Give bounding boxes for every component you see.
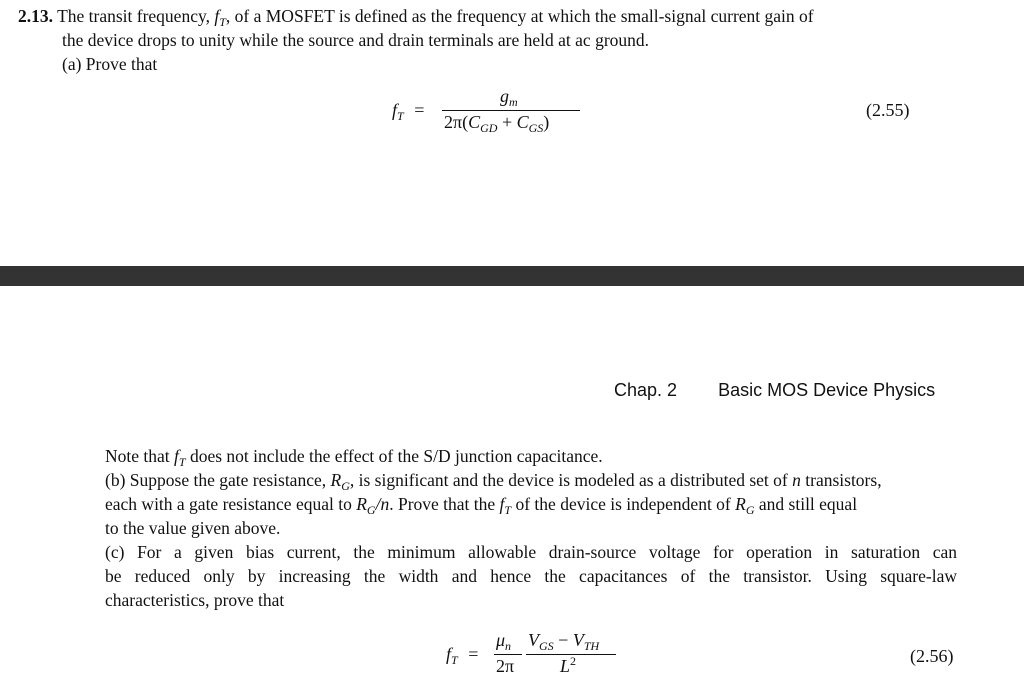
equation-number-2-56: (2.56) — [910, 646, 954, 666]
eq256-lhs — [446, 644, 478, 665]
equation-number-2-55: (2.55) — [866, 100, 910, 120]
eq256-vth-sub: TH — [583, 639, 600, 653]
eq255-den-c1-sub: GD — [480, 121, 498, 135]
eq256-equals: = — [468, 644, 479, 664]
fT-subscript: T — [219, 15, 226, 29]
b2-text-1: each with a gate resistance equal to — [105, 494, 352, 514]
part-b-line-1 — [105, 468, 882, 494]
b-n-symbol: n — [792, 470, 801, 490]
problem-line-2: the device drops to unity while the source and drain terminals are held at ac ground. — [62, 30, 650, 50]
eq256-L-sup: 2 — [570, 654, 577, 668]
eq256-vth-symbol: V — [572, 630, 584, 650]
eq256-lhs-sub: T — [451, 653, 458, 667]
equation-2-55 — [392, 86, 592, 136]
b-RG-symbol: R — [330, 470, 342, 490]
eq256-mu-symbol: μ — [496, 630, 506, 650]
b2-text-4: and still equal — [758, 494, 858, 514]
eq256-vgs-symbol: V — [528, 630, 539, 650]
problem-line-1 — [18, 4, 814, 30]
eq255-den-c2: C — [516, 112, 529, 132]
eq255-equals: = — [414, 100, 425, 120]
b2-RG2-symbol: R — [735, 494, 746, 514]
running-header — [614, 380, 935, 401]
b2-text-3: of the device is independent of — [515, 494, 731, 514]
eq255-numerator-symbol: g — [500, 86, 509, 106]
eq256-num1 — [496, 630, 511, 651]
header-title: Basic MOS Device Physics — [718, 380, 936, 400]
eq256-den1: 2π — [496, 656, 515, 676]
eq256-mu-sub: n — [505, 639, 512, 653]
eq256-den2 — [560, 656, 576, 677]
eq255-den-c1: C — [468, 112, 481, 132]
eq255-denominator — [444, 112, 549, 133]
eq256-L-symbol: L — [560, 656, 571, 676]
eq255-den-plus: + — [497, 112, 517, 132]
eq255-den-prefix: 2π( — [444, 112, 469, 132]
part-c-line-2: be reduced only by increasing the width and hence the capacitances of the transistor. Using square-law — [105, 566, 957, 586]
problem-intro-text-2: , of a MOSFET is defined as the frequency at which the small-signal current gain of — [225, 6, 814, 26]
eq256-fraction-bar-1 — [494, 654, 522, 655]
part-b-line-2 — [105, 492, 857, 518]
b-text-3: transistors, — [805, 470, 882, 490]
note-text-2: does not include the effect of the S/D junction capacitance. — [189, 446, 603, 466]
eq255-den-c2-sub: GS — [528, 121, 544, 135]
note-fT-sub: T — [178, 455, 186, 469]
b2-slash-n: /n — [375, 494, 390, 514]
eq255-lhs-sub: T — [397, 109, 404, 123]
b2-RG-sub: G — [366, 503, 376, 517]
part-b-line-3: to the value given above. — [105, 518, 281, 538]
b-text-2: , is significant and the device is modeled as a distributed set of — [349, 470, 788, 490]
note-line — [105, 444, 603, 470]
eq256-minus: − — [553, 630, 573, 650]
eq256-lhs-symbol: f — [446, 644, 452, 664]
page-divider — [0, 266, 1024, 286]
eq255-numerator — [500, 86, 518, 107]
problem-intro-text-1: The transit frequency, — [57, 6, 210, 26]
b-text-1: (b) Suppose the gate resistance, — [105, 470, 327, 490]
problem-number: 2.13. — [18, 6, 53, 26]
b-RG-sub: G — [341, 479, 350, 493]
note-fT-symbol: f — [174, 446, 179, 466]
b2-text-2: . Prove that the — [389, 494, 496, 514]
part-a-label: (a) Prove that — [62, 54, 158, 74]
eq255-den-suffix: ) — [543, 112, 550, 132]
fT-symbol: f — [214, 6, 220, 26]
equation-2-56 — [446, 628, 626, 680]
part-c-line-3: characteristics, prove that — [105, 590, 285, 610]
b2-RG-symbol: R — [356, 494, 367, 514]
b2-fT-sub: T — [504, 503, 512, 517]
eq255-lhs-symbol: f — [392, 100, 398, 120]
b2-fT-symbol: f — [499, 494, 505, 514]
eq255-lhs — [392, 100, 424, 121]
header-chapter: Chap. 2 — [614, 380, 678, 400]
eq255-fraction-bar — [442, 110, 580, 111]
note-text-1: Note that — [105, 446, 170, 466]
eq256-num2 — [528, 630, 599, 651]
part-c-line-1: (c) For a given bias current, the minimum allowable drain-source voltage for operation in saturation can — [105, 542, 957, 562]
eq256-vgs-sub: GS — [539, 639, 554, 653]
b2-RG2-sub: G — [745, 503, 755, 517]
eq255-numerator-sub: m — [509, 95, 518, 109]
